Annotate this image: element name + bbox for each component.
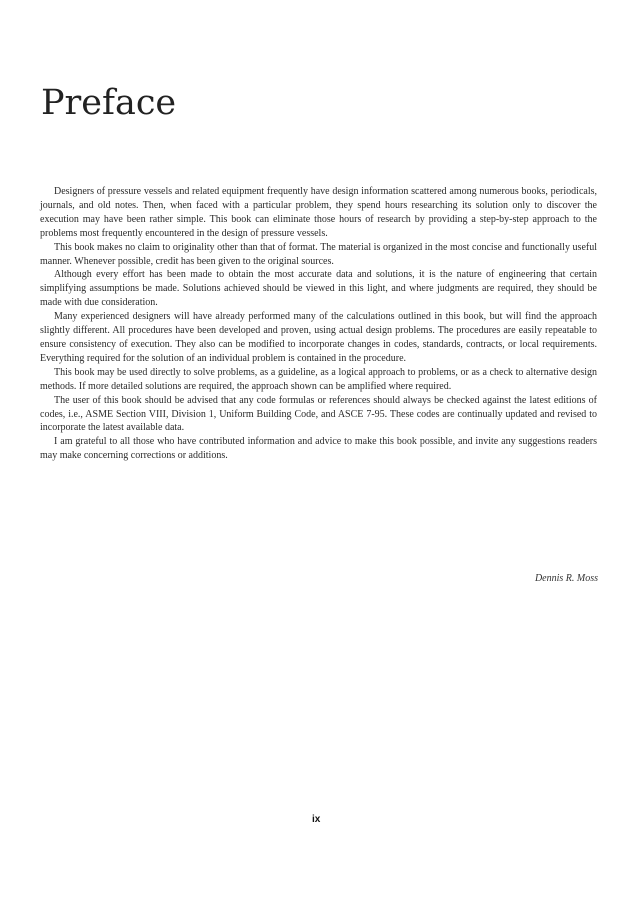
page-number: ix (312, 814, 321, 825)
page-title: Preface (41, 83, 177, 123)
paragraph: Although every effort has been made to obtain the most accurate data and solutions, it is the nature of engineering that certain simplifying assumptions be made. Solutions achieved should be viewed in this light, and where judgments are required, they should be made with due consideration. (40, 269, 597, 309)
paragraph: I am grateful to all those who have contributed information and advice to make this book possible, and invite any suggestions readers may make concerning corrections or additions. (40, 436, 597, 462)
paragraph: Many experienced designers will have already performed many of the calculations outlined in this book, but will find the approach slightly different. All procedures have been developed and proven, using actual design problems. The procedures are easily repeatable to ensure consistency of execution. They also can be modified to incorporate changes in codes, standards, contracts, or local requirements. Everything required for the solution of an individual problem is contained in the procedure. (40, 311, 597, 364)
author-signature: Dennis R. Moss (534, 573, 598, 584)
preface-body (40, 185, 597, 463)
paragraph: Designers of pressure vessels and related equipment frequently have design information scattered among numerous books, periodicals, journals, and old notes. Then, when faced with a particular problem, they spend hours researching its solution only to discover the execution may have been rather simple. This book can eliminate those hours of research by providing a step-by-step approach to the problems most frequently encountered in the design of pressure vessels. (40, 186, 597, 239)
paragraph: The user of this book should be advised that any code formulas or references should always be checked against the latest editions of codes, i.e., ASME Section VIII, Division 1, Uniform Building Code, and ASCE 7-95. These codes are continually updated and revised to incorporate the latest available data. (40, 394, 597, 434)
paragraph: This book makes no claim to originality other than that of format. The material is organized in the most concise and functionally useful manner. Whenever possible, credit has been given to the original sources. (40, 241, 597, 267)
paragraph: This book may be used directly to solve problems, as a guideline, as a logical approach to problems, or as a check to alternative design methods. If more detailed solutions are required, the approach shown can be amplified where required. (40, 366, 597, 392)
